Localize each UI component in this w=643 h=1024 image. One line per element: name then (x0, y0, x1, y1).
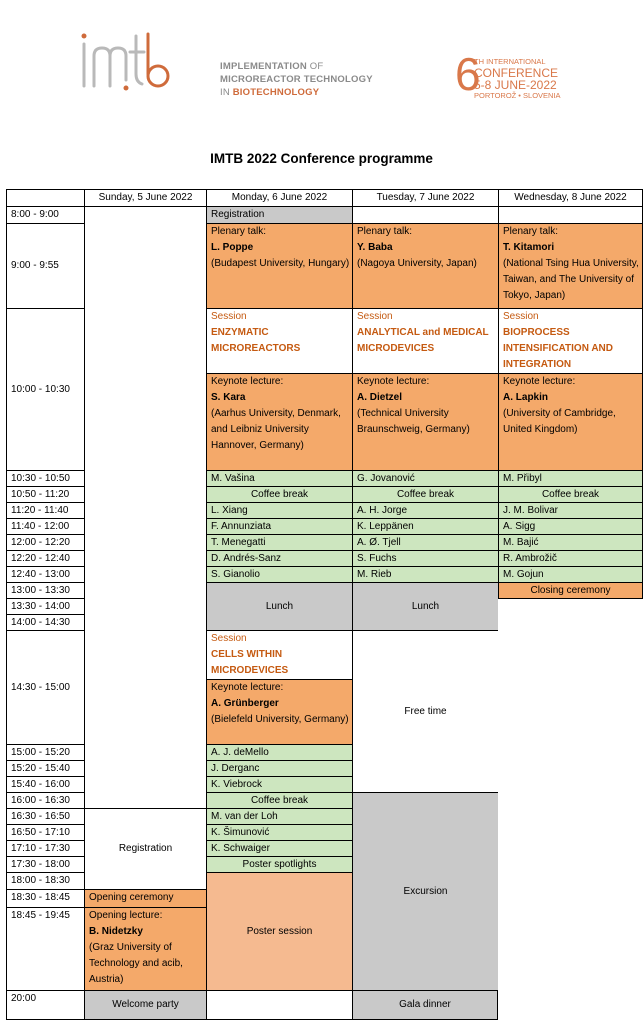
time-cell: 17:30 - 18:00 (6, 856, 84, 872)
time-cell: 18:00 - 18:30 (6, 872, 84, 889)
registration-cell: Registration (206, 206, 352, 223)
talk-cell: J. Derganc (206, 760, 352, 776)
time-cell: 8:00 - 9:00 (6, 206, 84, 223)
session-cell: Session BIOPROCESS INTENSIFICATION AND INTEGRATION (498, 308, 643, 373)
conference-badge: 6 TH INTERNATIONAL CONFERENCE 5-8 JUNE-2022 PORTOROŽ • SLOVENIA (455, 48, 561, 100)
session-cell: Session CELLS WITHIN MICRODEVICES (206, 630, 352, 679)
time-cell: 14:00 - 14:30 (6, 614, 84, 630)
day-header-monday: Monday, 6 June 2022 (206, 189, 352, 206)
plenary-talk-cell: Plenary talk: L. Poppe (Budapest University, Hungary) (206, 223, 352, 308)
time-cell: 15:00 - 15:20 (6, 744, 84, 760)
opening-lecture-cell: Opening lecture: B. Nidetzky (Graz University of Technology and acib, Austria) (84, 907, 206, 990)
closing-ceremony-cell: Closing ceremony (498, 582, 643, 599)
keynote-cell: Keynote lecture: S. Kara (Aarhus University, Denmark, and Leibniz University Hannover, Germany) (206, 373, 352, 470)
talk-cell: R. Ambrožič (498, 550, 643, 566)
coffee-break-cell: Coffee break (498, 486, 643, 502)
coffee-break-cell: Coffee break (206, 792, 352, 808)
talk-cell: K. Schwaiger (206, 840, 352, 856)
poster-spotlights-cell: Poster spotlights (206, 856, 352, 872)
keynote-cell: Keynote lecture: A. Grünberger (Bielefeld University, Germany) (206, 679, 352, 744)
talk-cell: G. Jovanović (352, 470, 498, 486)
coffee-break-cell: Coffee break (352, 486, 498, 502)
registration-cell: Registration (84, 808, 206, 889)
time-cell: 16:00 - 16:30 (6, 792, 84, 808)
time-cell: 13:30 - 14:00 (6, 598, 84, 614)
day-header-wednesday: Wednesday, 8 June 2022 (498, 189, 643, 206)
corner-cell (6, 189, 84, 206)
empty-cell (206, 990, 352, 1020)
talk-cell: K. Leppänen (352, 518, 498, 534)
talk-cell: M. van der Loh (206, 808, 352, 824)
lunch-cell: Lunch (352, 582, 498, 630)
time-cell: 18:30 - 18:45 (6, 889, 84, 907)
plenary-talk-cell: Plenary talk: T. Kitamori (National Tsing Hua University, Taiwan, and The University of Tokyo, Japan) (498, 223, 643, 308)
talk-cell: T. Menegatti (206, 534, 352, 550)
talk-cell: K. Šimunović (206, 824, 352, 840)
talk-cell: A. Ø. Tjell (352, 534, 498, 550)
talk-cell: M. Bajić (498, 534, 643, 550)
gala-dinner-cell: Gala dinner (352, 990, 498, 1020)
time-cell: 12:40 - 13:00 (6, 566, 84, 582)
lunch-cell: Lunch (206, 582, 352, 630)
time-cell: 10:50 - 11:20 (6, 486, 84, 502)
time-cell: 17:10 - 17:30 (6, 840, 84, 856)
time-cell: 9:00 - 9:55 (6, 223, 84, 308)
time-cell: 12:00 - 12:20 (6, 534, 84, 550)
time-cell: 10:00 - 10:30 (6, 308, 84, 470)
time-cell: 10:30 - 10:50 (6, 470, 84, 486)
time-cell: 11:40 - 12:00 (6, 518, 84, 534)
poster-session-cell: Poster session (206, 872, 352, 990)
talk-cell: S. Fuchs (352, 550, 498, 566)
time-cell: 16:30 - 16:50 (6, 808, 84, 824)
talk-cell: A. H. Jorge (352, 502, 498, 518)
time-cell: 18:45 - 19:45 (6, 907, 84, 990)
talk-cell: J. M. Bolivar (498, 502, 643, 518)
plenary-talk-cell: Plenary talk: Y. Baba (Nagoya University, Japan) (352, 223, 498, 308)
talk-cell: L. Xiang (206, 502, 352, 518)
free-time-cell: Free time (352, 630, 498, 792)
talk-cell: D. Andrés-Sanz (206, 550, 352, 566)
talk-cell: F. Annunziata (206, 518, 352, 534)
page-title: IMTB 2022 Conference programme (210, 151, 433, 166)
coffee-break-cell: Coffee break (206, 486, 352, 502)
time-cell: 15:20 - 15:40 (6, 760, 84, 776)
session-cell: Session ENZYMATIC MICROREACTORS (206, 308, 352, 373)
conference-number: 6 (455, 48, 481, 100)
keynote-cell: Keynote lecture: A. Lapkin (University of Cambridge, United Kingdom) (498, 373, 643, 470)
day-header-sunday: Sunday, 5 June 2022 (84, 189, 206, 206)
day-header-tuesday: Tuesday, 7 June 2022 (352, 189, 498, 206)
talk-cell: M. Rieb (352, 566, 498, 582)
opening-ceremony-cell: Opening ceremony (84, 889, 206, 907)
session-cell: Session ANALYTICAL and MEDICAL MICRODEVICES (352, 308, 498, 373)
time-cell: 13:00 - 13:30 (6, 582, 84, 598)
talk-cell: S. Gianolio (206, 566, 352, 582)
excursion-cell: Excursion (352, 792, 498, 990)
time-cell: 15:40 - 16:00 (6, 776, 84, 792)
talk-cell: M. Vašina (206, 470, 352, 486)
talk-cell: K. Viebrock (206, 776, 352, 792)
talk-cell: M. Přibyl (498, 470, 643, 486)
empty-cell (84, 206, 206, 808)
talk-cell: A. J. deMello (206, 744, 352, 760)
time-cell: 12:20 - 12:40 (6, 550, 84, 566)
talk-cell: M. Gojun (498, 566, 643, 582)
time-cell: 16:50 - 17:10 (6, 824, 84, 840)
time-cell: 11:20 - 11:40 (6, 502, 84, 518)
keynote-cell: Keynote lecture: A. Dietzel (Technical University Braunschweig, Germany) (352, 373, 498, 470)
welcome-party-cell: Welcome party (84, 990, 206, 1020)
empty-cell (352, 206, 498, 223)
organization-name: IMPLEMENTATION OF MICROREACTOR TECHNOLOGY IN BIOTECHNOLOGY (220, 61, 373, 98)
time-cell: 14:30 - 15:00 (6, 630, 84, 744)
talk-cell: A. Sigg (498, 518, 643, 534)
empty-cell (498, 206, 643, 223)
time-cell: 20:00 (6, 990, 84, 1020)
